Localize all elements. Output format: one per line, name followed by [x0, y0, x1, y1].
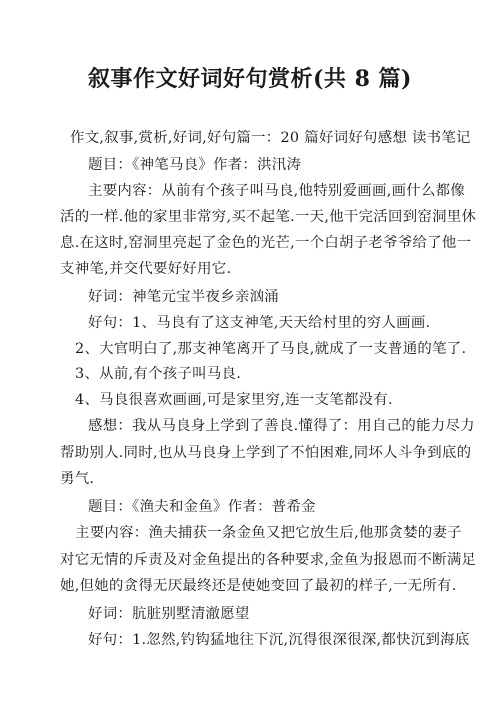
text-line: 勇气.: [60, 471, 95, 487]
text-line: 好句：1、马良有了这支神笔,天天给村里的穷人画画.: [88, 315, 431, 331]
text-line: 4、马良很喜欢画画,可是家里穷,连一支笔都没有.: [75, 392, 393, 408]
text-line: 好句：1.忽然,钓钩猛地往下沉,沉得很深很深,都快沉到海底: [88, 632, 470, 648]
text-line: 题目：《渔夫和金鱼》作者：普希金: [88, 499, 316, 515]
text-line: 她,但她的贪得无厌最终还是使她变回了最初的样子,一无所有.: [60, 578, 457, 594]
text-line: 2、大官明白了,那支神笔离开了马良,就成了一支普通的笔了.: [75, 341, 467, 357]
text-line: 感想：我从马良身上学到了善良.懂得了：用自己的能力尽力: [88, 418, 475, 434]
text-line: 对它无情的斥责及对金鱼提出的各种要求,金鱼为报恩而不断满足: [60, 552, 477, 568]
text-line: 支神笔,并交代要好好用它.: [60, 261, 232, 277]
text-line: 好词：神笔元宝半夜乡亲汹涌: [88, 289, 279, 305]
text-line: 作文,叙事,赏析,好词,好句篇一：20 篇好词好句感想 读书笔记: [70, 130, 471, 146]
text-line: 3、从前,有个孩子叫马良.: [75, 366, 242, 382]
text-line: 好词：肮脏别墅清澈愿望: [88, 606, 250, 622]
text-line: 帮助别人.同时,也从马良身上学到了不怕困难,同坏人斗争到底的: [60, 445, 472, 461]
text-line: 主要内容：从前有个孩子叫马良,他特别爱画画,画什么都像: [88, 183, 466, 199]
text-line: 活的一样.他的家里非常穷,买不起笔.一天,他干完活回到窑洞里休: [60, 209, 477, 225]
text-line: 息.在这时,窑洞里亮起了金色的光芒,一个白胡子老爷爷给了他一: [60, 235, 472, 251]
page-title: 叙事作文好词好句赏析(共 8 篇): [88, 66, 412, 92]
text-line: 主要内容：渔夫捕获一条金鱼又把它放生后,他那贪婪的妻子: [75, 525, 462, 541]
text-line: 题目：《神笔马良》作者：洪汛涛: [88, 157, 302, 173]
